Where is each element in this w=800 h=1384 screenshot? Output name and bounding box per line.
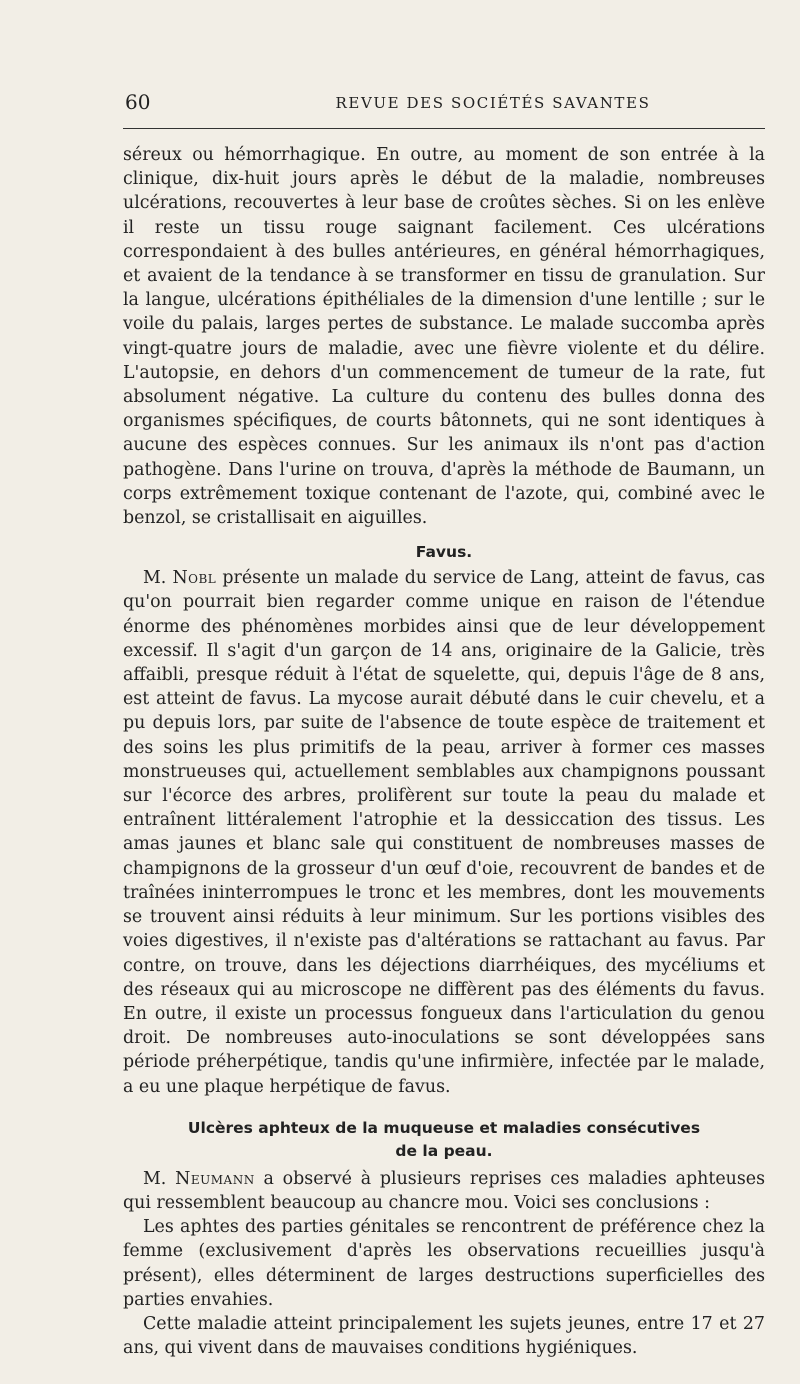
body-text <box>123 143 765 1360</box>
section-title-ulceres <box>123 1117 765 1163</box>
paragraph-continuation: séreux ou hémorrhagique. En outre, au moment de son entrée à la clinique, dix-huit jours après le début de la maladie, nombreuses ulcérations, recouvertes à leur base de croûtes sèches. Si on les enlève il reste un tissu rouge saignant facilement. Ces ulcérations correspondaient à des bulles antérieures, en général hémorrhagiques, et avaient de la tendance à se transformer en tissu de granulation. Sur la langue, ulcérations épithéliales de la dimension d'une lentille ; sur le voile du palais, larges pertes de substance. Le malade succomba après vingt-quatre jours de maladie, avec une fièvre violente et du délire. L'autopsie, en dehors d'un commencement de tumeur de la rate, fut absolument négative. La culture du contenu des bulles donna des organismes spécifiques, de courts bâtonnets, qui ne sont identiques à aucune des espèces connues. Sur les animaux ils n'ont pas d'action pathogène. Dans l'urine on trouva, d'après la méthode de Baumann, un corps extrêmement toxique contenant de l'azote, qui, combiné avec le benzol, se cristallisait en aiguilles. <box>123 145 765 529</box>
paragraph-age: Cette maladie atteint principalement les sujets jeunes, entre 17 et 27 ans, qui vivent dans de mauvaises conditions hygiéniques. <box>123 1313 765 1359</box>
author-name-neumann: Neumann <box>175 1168 255 1189</box>
section-title-favus: Favus. <box>415 543 473 562</box>
paragraph-text: présente un malade du service de Lang, atteint de favus, cas qu'on pourrait bien regarder comme unique en raison de l'étendue énorme des phénomènes morbides ainsi que de leur développement excessif. Il s'agit d'un garçon de 14 ans, originaire de la Galicie, très affaibli, presque réduit à l'état de squelette, qui, depuis l'âge de 8 ans, est atteint de favus. La mycose aurait débuté dans le cuir chevelu, et a pu depuis lors, par suite de l'absence de toute espèce de traitement et des soins les plus primitifs de la peau, arriver à former ces masses monstrueuses qui, actuellement semblables aux champignons poussant sur l'écorce des arbres, prolifèrent sur toute la peau du malade et entraînent littéralement l'atrophie et la dessiccation des tissus. Les amas jaunes et blanc sale qui constituent de nombreuses masses de champignons de la grosseur d'un œuf d'oie, recouvrent de bandes et de traînées ininterrompues le tronc et les membres, dont les mouvements se trouvent ainsi réduits à leur minimum. Sur les portions visibles des voies digestives, il n'existe pas d'altérations se rattachant au favus. Par contre, on trouve, dans les déjections diarrhéiques, des mycéliums et des réseaux qui au microscope ne diffèrent pas des éléments du favus. En outre, il existe un processus fongueux dans l'articulation du genou droit. De nombreuses auto-inoculations se sont développées sans période préherpétique, tandis qu'une infirmière, infectée par le malade, a eu une plaque herpétique de favus. <box>123 568 765 1097</box>
page-header <box>123 89 765 115</box>
section-title-line-2: de la peau. <box>395 1141 493 1160</box>
section-title-line-1: Ulcères aphteux de la muqueuse et maladies consécutives <box>187 1118 701 1137</box>
speaker-prefix: M. <box>143 568 173 589</box>
header-rule <box>123 128 765 129</box>
paragraph-text: a observé à plusieurs reprises ces maladies aphteuses qui ressemblent beaucoup au chancre mou. Voici ses conclusions : <box>123 1168 765 1213</box>
speaker-prefix: M. <box>143 1168 176 1189</box>
paragraph-nobl <box>123 566 765 1098</box>
page-number: 60 <box>125 90 151 114</box>
paragraph-neumann <box>123 1167 765 1215</box>
paragraph-aphtes: Les aphtes des parties génitales se rencontrent de préférence chez la femme (exclusivement d'après les observations recueillies jusqu'à présent), elles déterminent de larges destructions superficielles des parties envahies. <box>123 1217 765 1310</box>
author-name-nobl: Nobl <box>172 568 217 589</box>
running-title: REVUE DES SOCIÉTÉS SAVANTES <box>335 94 651 112</box>
